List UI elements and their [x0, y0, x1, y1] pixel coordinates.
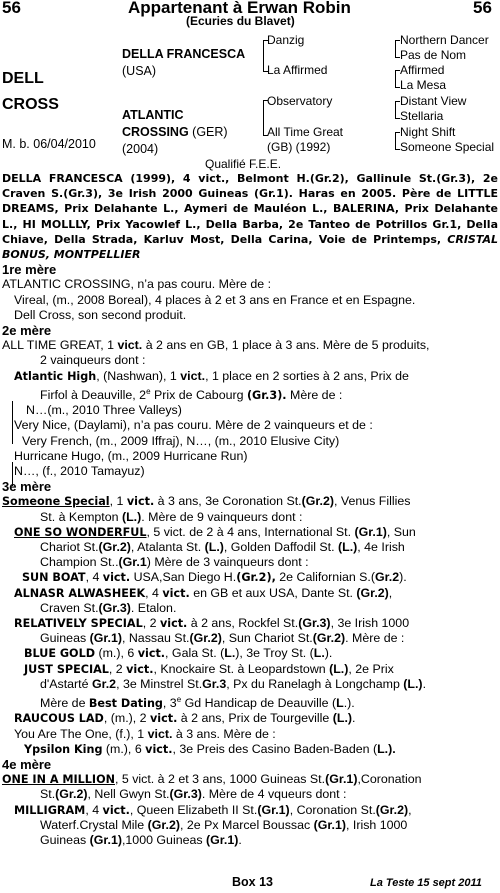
text: USA,San Diego H.: [130, 570, 237, 585]
fourth-dam-record-cont: [2, 787, 498, 802]
produce-entry: [2, 525, 498, 540]
qualification-note: Qualifié F.E.E.: [205, 157, 282, 171]
catalog-body: [2, 171, 498, 848]
text: , Coronation St.: [289, 802, 376, 817]
produce-entry: N…(m., 2010 Three Valleys): [26, 403, 182, 418]
produce-entry: Very Nice, (Daylami), n’a pas couru. Mère de 2 vainqueurs et de :: [14, 418, 373, 433]
grade: L.).: [377, 741, 396, 756]
text: vict.: [117, 338, 143, 353]
great-grandparent: Pas de Nom: [400, 48, 467, 62]
great-grandparent: Night Shift: [400, 125, 456, 139]
text: , 2e Prix: [348, 661, 394, 676]
grandsire-2: Observatory: [267, 94, 333, 108]
dam-name-line2: CROSSING: [122, 125, 189, 139]
grade: (Gr.2): [301, 494, 334, 509]
produce-entry: N…, (f., 2010 Tamayuz): [14, 463, 145, 478]
lot-number-left: 56: [2, 0, 21, 17]
text: , 4e Irish: [357, 540, 405, 554]
horse-name: MILLIGRAM: [14, 803, 86, 817]
produce-entry: Vireal, (m., 2008 Boreal), 4 places à 2 et 3 ans en France et en Espagne.: [14, 292, 416, 307]
text: , 3e Irish 1000: [330, 616, 410, 631]
text: , 2e Px Marcel Boussac: [180, 817, 314, 832]
fourth-dam-record: [2, 772, 498, 787]
third-dam-record-cont: [2, 510, 498, 525]
text: , Queen Elizabeth II St.: [129, 802, 258, 817]
great-grandparent: Someone Special: [400, 140, 495, 154]
sire-record-italic: CRISTAL BONUS, MONTPELLIER: [2, 232, 499, 262]
horse-name: Someone Special: [2, 495, 110, 509]
produce-entry: Dell Cross, son second produit.: [14, 307, 187, 322]
text: (m.), 6: [102, 741, 146, 756]
text: Chariot St.: [40, 540, 99, 554]
text: ,: [408, 802, 412, 817]
text: Firfol à Deauville, 2: [40, 387, 147, 402]
text: 2e Californian S.(: [275, 570, 376, 585]
produce-entry: [2, 646, 498, 661]
text: ,1000 Guineas: [121, 832, 207, 847]
dam-record: ATLANTIC CROSSING, n’a pas couru. Mère de :: [2, 277, 272, 292]
grade: (Gr.2): [189, 631, 222, 646]
great-grandparent: Distant View: [400, 94, 467, 108]
horse-name: Best Dating: [88, 697, 163, 711]
produce-entry: [2, 742, 498, 757]
grade: L: [336, 696, 344, 711]
text: , 1: [109, 494, 127, 509]
text: vict.: [137, 647, 166, 661]
text: (m.), 6: [95, 646, 138, 661]
dam-name-line1: ATLANTIC: [122, 108, 184, 122]
text: , Irish 1000: [346, 817, 408, 832]
text: Craven St.: [40, 600, 99, 615]
third-dam-record: [2, 494, 498, 509]
text: à 3 ans, 3e Coronation St.: [154, 494, 302, 509]
granddam-record: [2, 338, 498, 353]
text: .).: [343, 696, 355, 711]
grade: (Gr.1: [118, 555, 147, 570]
produce-entry-cont: [2, 677, 498, 692]
text: , 4: [85, 802, 103, 817]
grade: (Gr.2): [147, 817, 181, 832]
produce-entry: [2, 662, 498, 677]
horse-name: ONE IN A MILLION: [2, 773, 115, 787]
grade: (Gr.2): [55, 787, 88, 802]
text: Guineas: [40, 832, 90, 847]
text: . Mère de 9 vainqueurs dont :: [141, 509, 303, 524]
grade: (L.): [332, 711, 353, 726]
produce-entry: [2, 616, 498, 631]
text: vict.: [162, 586, 190, 600]
text: , 4: [85, 570, 103, 585]
produce-entry: Hurricane Hugo, (m., 2009 Hurricane Run): [14, 448, 248, 463]
great-grandparent: Stellaria: [400, 109, 444, 123]
text: , Sun Chariot St.: [221, 631, 313, 646]
grade: (Gr.1): [313, 817, 346, 832]
section-heading: 3e mère: [2, 479, 52, 495]
text: .: [352, 711, 356, 726]
produce-entry-cont: [2, 540, 498, 555]
text: vict.: [180, 368, 206, 383]
text: Waterf.Crystal Mile: [40, 817, 148, 832]
text: Champion St..: [40, 555, 119, 570]
text: , 4: [145, 585, 163, 600]
text: ), 3e Troy St. (: [235, 646, 314, 661]
horse-description: M. b. 06/04/2010: [2, 137, 96, 151]
section-heading: 4e mère: [2, 756, 52, 772]
text: , Venus Fillies: [334, 494, 411, 509]
grade: (L.): [329, 661, 349, 676]
produce-entry: [2, 711, 498, 726]
text: , 3e Preis des Casino Baden-Baden (: [172, 741, 378, 756]
text: You Are The One, (f.), 1: [14, 726, 148, 741]
text: , 3e Minstrel St.: [116, 676, 203, 691]
horse-name-line2: CROSS: [2, 96, 59, 113]
grade: (Gr.3).: [246, 388, 287, 402]
grade: (Gr.3): [298, 616, 331, 631]
dam-year: (2004): [122, 142, 159, 156]
grade: (L.): [204, 540, 224, 554]
text: Prix de Cabourg: [150, 387, 247, 402]
sire-country: (USA): [122, 64, 157, 78]
produce-entry: [2, 727, 498, 742]
produce-entry: [2, 570, 498, 585]
section-heading: 2e mère: [2, 323, 52, 339]
text: à 2 ans, Rockfel St.: [187, 616, 299, 631]
text: vict.: [145, 742, 173, 756]
text: ,Coronation: [357, 772, 422, 787]
produce-entry: Very French, (m., 2009 Iffraj), N…, (m., 2010 Elusive City): [22, 433, 340, 448]
sire-name: DELLA FRANCESCA: [122, 47, 246, 61]
text: d'Astarté: [40, 676, 92, 691]
section-heading: 1re mère: [2, 262, 57, 278]
text: ,: [388, 585, 393, 600]
grade: (Gr.1): [89, 631, 122, 646]
produce-entry-cont: [2, 631, 498, 646]
grade: L.: [224, 646, 236, 661]
text: vict.: [102, 803, 130, 817]
text: Gd Handicap de Deauville (: [181, 696, 337, 711]
horse-name: ALNASR ALWASHEEK: [14, 586, 146, 600]
text: e: [146, 386, 151, 396]
text: , (Nashwan), 1: [96, 368, 181, 383]
produce-entry: [2, 369, 498, 384]
text: , Knockaire St. à Leopardstown: [153, 661, 330, 676]
horse-name: JUST SPECIAL: [24, 662, 109, 676]
text: Mère de: [40, 696, 89, 711]
grade: (L.): [121, 509, 142, 524]
grade: (Gr.3): [169, 787, 202, 802]
granddam-2-line2: (GB) (1992): [267, 140, 331, 154]
grade: (L.): [338, 540, 358, 554]
grade: Gr.2: [375, 570, 400, 585]
owner-stable: (Ecuries du Blavet): [186, 14, 295, 28]
lot-number-right: 56: [473, 0, 492, 17]
text: , Atalanta St.: [130, 540, 205, 554]
text: vict.: [159, 617, 188, 631]
produce-entry-cont: [2, 692, 498, 711]
text: à 2 ans en GB, 1 place à 3 ans. Mère de 5 produits,: [142, 338, 430, 353]
text: St. à Kempton: [40, 509, 122, 524]
text: Guineas: [40, 631, 90, 646]
text: , Px du Ranelagh à Longchamp: [226, 676, 404, 691]
text: , (m.), 2: [103, 711, 150, 726]
granddam-record-cont: 2 vainqueurs dont :: [40, 353, 146, 368]
produce-entry-cont: [2, 833, 498, 848]
grade: (Gr.2): [356, 585, 389, 600]
sire-record: [2, 171, 498, 262]
text: St.: [40, 787, 56, 802]
sire-record-text: DELLA FRANCESCA (1999), 4 vict., Belmont H.(Gr.2), Gallinule St.(Gr.3), 2e Craven S.(Gr.3), 3e Irish 2000 Guineas (Gr.1). Haras en 2005. Père de LITTLE DREAMS, Prix Delahante L., Aymeri de Mauléon L., BALERINA, Prix Delahante L., HI MOLLLY, Prix Yacowlef L., Della Barba, 2e Tanteo de Potrillos Gr.1, Della Chiave, Della Strada, Karluv Most, Della Carina, Voie de Printemps,: [2, 172, 498, 246]
text: vict.: [102, 571, 131, 585]
text: .: [238, 832, 242, 847]
grade: (Gr.2): [375, 802, 409, 817]
text: ALL TIME GREAT, 1: [2, 338, 118, 353]
text: . Etalon.: [130, 600, 177, 615]
text: . Mère de 4 vqueurs dont :: [201, 787, 347, 802]
great-grandparent: Affirmed: [400, 63, 445, 77]
horse-name: SUN BOAT: [22, 571, 86, 585]
text: ).: [399, 570, 407, 585]
grade: L.: [313, 646, 325, 661]
text: en GB et aux USA, Dante St.: [189, 585, 357, 600]
text: ).: [324, 646, 333, 661]
box-number: Box 13: [232, 875, 273, 889]
horse-name: Atlantic High: [14, 369, 97, 383]
dam-country: (GER): [188, 125, 228, 139]
grade: (L.): [403, 676, 423, 691]
text: . Mère de :: [345, 631, 405, 646]
text: à 3 ans. Mère de :: [172, 726, 276, 741]
text: , Nassau St.: [121, 631, 190, 646]
granddam-1: La Affirmed: [267, 63, 328, 77]
text: Mère de :: [286, 387, 343, 402]
text: ) Mère de 3 vainqueurs dont :: [146, 555, 309, 570]
produce-entry-cont: [2, 555, 498, 570]
grade: (Gr.1): [89, 832, 122, 847]
grade: (Gr.2): [312, 631, 346, 646]
text: , 2: [142, 616, 160, 631]
grade: (Gr.2),: [236, 571, 276, 585]
grade: (Gr.1): [325, 772, 358, 787]
produce-entry: [2, 586, 498, 601]
great-grandparent: La Mesa: [400, 78, 447, 92]
granddam-2-line1: All Time Great: [267, 125, 344, 139]
produce-entry-cont: [2, 601, 498, 616]
grade: (Gr.1): [354, 524, 387, 539]
horse-name: BLUE GOLD: [24, 647, 95, 661]
grade: (Gr.3): [98, 600, 131, 615]
text: , 1 place en 2 sorties à 2 ans, Prix de: [205, 368, 409, 383]
text: , 3: [162, 696, 177, 711]
grade: (Gr.1): [257, 802, 290, 817]
horse-name-line1: DELL: [2, 70, 44, 87]
text: vict.: [147, 726, 173, 741]
grandsire-1: Danzig: [267, 33, 305, 47]
grade: (Gr.2): [98, 540, 131, 554]
text: , 2: [108, 661, 127, 676]
text: e: [176, 695, 182, 705]
horse-name: RELATIVELY SPECIAL: [14, 617, 143, 631]
produce-entry-cont: [2, 818, 498, 833]
great-grandparent: Northern Dancer: [400, 33, 489, 47]
produce-entry: [2, 803, 498, 818]
text: , Golden Daffodil St.: [223, 540, 338, 554]
text: , Gala St. (: [165, 646, 225, 661]
text: , Nell Gwyn St.: [87, 787, 170, 802]
grade: Gr.3: [202, 676, 227, 691]
text: .: [422, 676, 427, 691]
text: vict.: [126, 495, 155, 509]
grade: Gr.2: [91, 676, 117, 691]
text: , Sun: [386, 524, 416, 539]
horse-name: ONE SO WONDERFUL: [14, 525, 147, 539]
horse-name: Ypsilon King: [24, 742, 103, 756]
text: , 5 vict. à 2 et 3 ans, 1000 Guineas St.: [114, 772, 326, 787]
text: , 5 vict. de 2 à 4 ans, International St.: [146, 524, 355, 539]
horse-name: RAUCOUS LAD: [14, 712, 104, 726]
sale-date: La Teste 15 sept 2011: [370, 877, 482, 889]
text: à 2 ans, Prix de Tourgeville: [177, 711, 333, 726]
page-title: Appartenant à Erwan Robin: [128, 0, 351, 17]
text: vict.: [149, 712, 178, 726]
text: vict.: [126, 662, 154, 676]
produce-entry-cont: [2, 384, 498, 403]
dam-name-line2-wrap: [122, 125, 228, 139]
grade: (Gr.1): [206, 832, 239, 847]
